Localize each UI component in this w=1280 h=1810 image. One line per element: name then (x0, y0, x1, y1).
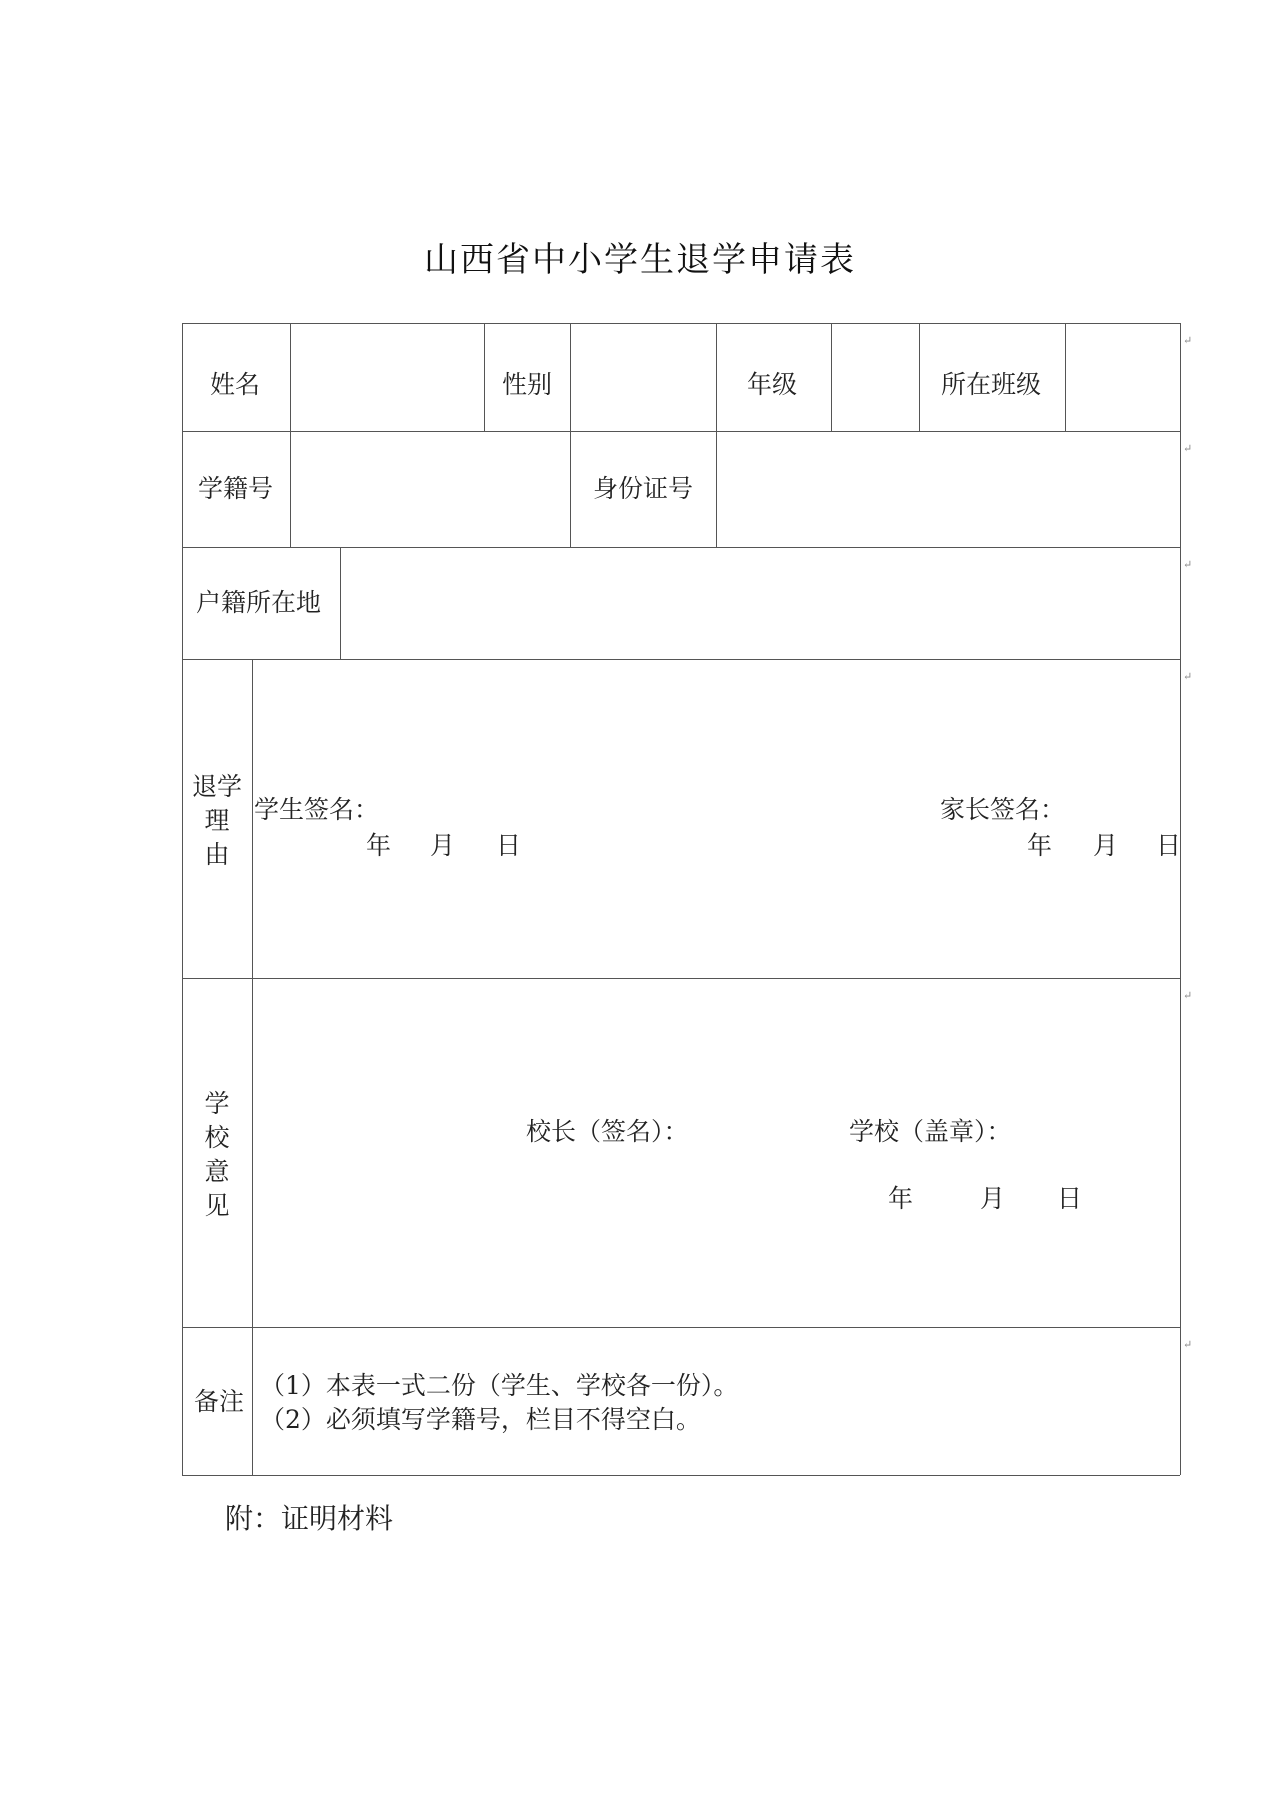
remarks-line-2: （2）必须填写学籍号，栏目不得空白。 (260, 1405, 701, 1434)
residence-field[interactable] (341, 548, 1179, 658)
student-date-month: 月 (430, 831, 456, 860)
gender-field[interactable] (571, 324, 715, 430)
id-card-label: 身份证号 (593, 474, 694, 503)
parent-date-day: 日 (1156, 831, 1182, 860)
residence-label: 户籍所在地 (196, 588, 322, 617)
reason-field[interactable] (253, 660, 1179, 780)
row-mark: ↵ (1183, 558, 1193, 571)
student-date-year: 年 (366, 831, 392, 860)
student-date-day: 日 (496, 831, 522, 860)
parent-sign-label: 家长签名： (940, 795, 1066, 824)
principal-sign-label: 校长（签名）： (526, 1117, 689, 1146)
school-date-day: 日 (1057, 1184, 1083, 1213)
gender-label: 性别 (502, 370, 553, 399)
row-mark: ↵ (1183, 1338, 1193, 1351)
student-id-field[interactable] (291, 432, 569, 546)
class-label: 所在班级 (941, 370, 1042, 399)
name-label: 姓名 (210, 370, 261, 399)
row-mark: ↵ (1183, 989, 1193, 1002)
student-id-label: 学籍号 (198, 474, 274, 503)
attachment-note: 附：证明材料 (225, 1502, 394, 1535)
page-title: 山西省中小学生退学申请表 (424, 240, 856, 280)
remarks-label: 备注 (194, 1387, 245, 1416)
school-seal-label: 学校（盖章）： (849, 1117, 1012, 1146)
reason-label: 退学 理 由 (191, 772, 242, 869)
parent-date-year: 年 (1027, 831, 1053, 860)
remarks-line-1: （1）本表一式二份（学生、学校各一份）。 (260, 1371, 739, 1400)
school-date-year: 年 (888, 1184, 914, 1213)
row-mark: ↵ (1183, 670, 1193, 683)
name-field[interactable] (291, 324, 483, 430)
grade-label: 年级 (747, 370, 798, 399)
id-card-field[interactable] (717, 432, 1179, 546)
grade-field[interactable] (832, 324, 918, 430)
class-field[interactable] (1066, 324, 1179, 430)
school-date-month: 月 (980, 1184, 1006, 1213)
school-opinion-label: 学 校 意 见 (204, 1089, 230, 1220)
row-mark: ↵ (1183, 334, 1193, 347)
student-sign-label: 学生签名： (254, 795, 380, 824)
parent-date-month: 月 (1093, 831, 1119, 860)
row-mark: ↵ (1183, 442, 1193, 455)
